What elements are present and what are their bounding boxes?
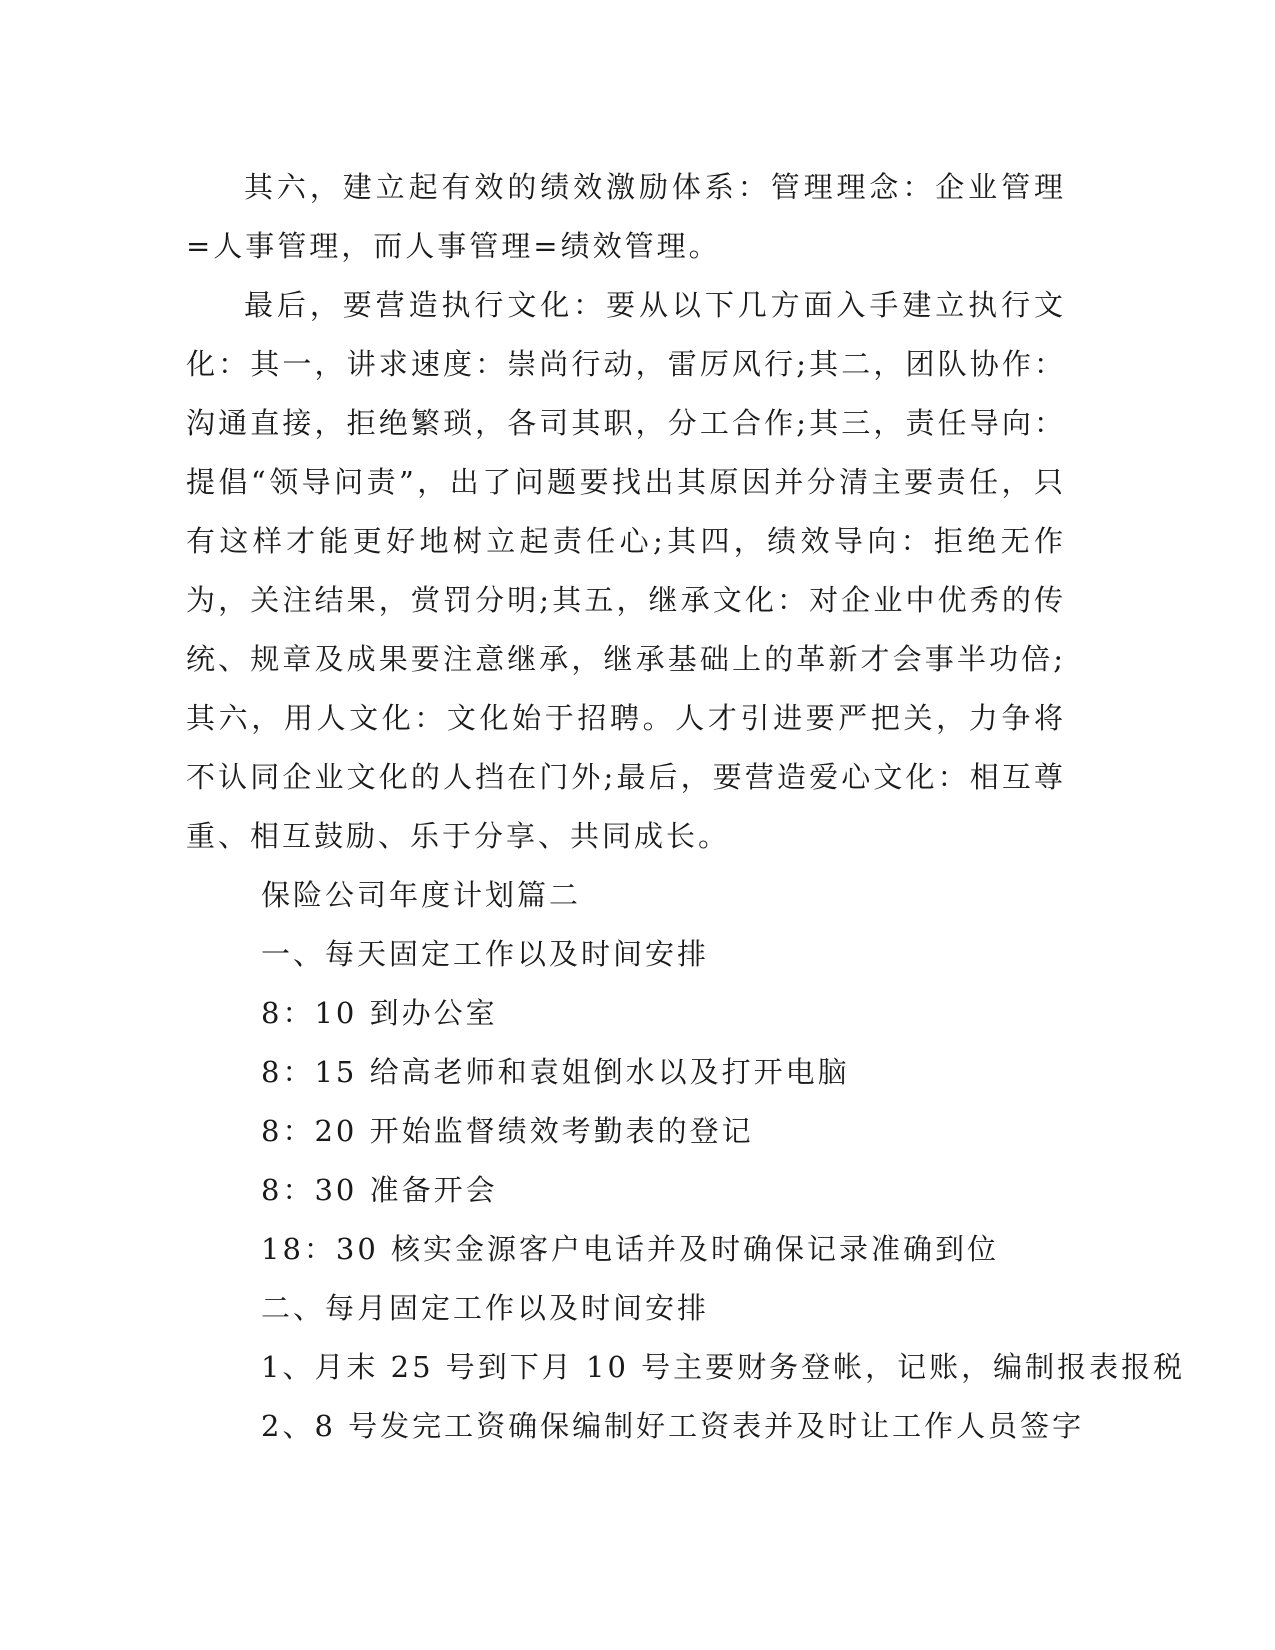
daily-item: 8：20 开始监督绩效考勤表的登记 — [261, 1114, 754, 1148]
paragraph-performance-incentive: 其六，建立起有效的绩效激励体系：管理理念：企业管理=人事管理，而人事管理=绩效管理。 — [186, 170, 1066, 263]
document-body — [186, 158, 1186, 1456]
daily-item: 8：15 给高老师和袁姐倒水以及打开电脑 — [261, 1055, 850, 1089]
daily-item: 8：30 准备开会 — [261, 1173, 498, 1207]
monthly-item: 1、月末 25 号到下月 10 号主要财务登帐，记账，编制报表报税 — [261, 1350, 1186, 1384]
daily-heading: 一、每天固定工作以及时间安排 — [261, 937, 710, 971]
monthly-heading: 二、每月固定工作以及时间安排 — [261, 1291, 710, 1325]
section-title: 保险公司年度计划篇二 — [261, 878, 582, 912]
daily-item: 8：10 到办公室 — [261, 996, 498, 1030]
daily-item: 18：30 核实金源客户电话并及时确保记录准确到位 — [261, 1232, 1000, 1266]
monthly-item: 2、8 号发完工资确保编制好工资表并及时让工作人员签字 — [261, 1409, 1085, 1443]
paragraph-execution-culture: 最后，要营造执行文化：要从以下几方面入手建立执行文化：其一，讲求速度：崇尚行动，雷厉风行;其二，团队协作：沟通直接，拒绝繁琐，各司其职，分工合作;其三，责任导向：提倡“领导问责”，出了问题要找出其原因并分清主要责任，只有这样才能更好地树立起责任心;其四，绩效导向：拒绝无作为，关注结果，赏罚分明;其五，继承文化：对企业中优秀的传统、规章及成果要注意继承，继承基础上的革新才会事半功倍;其六，用人文化：文化始于招聘。人才引进要严把关，力争将不认同企业文化的人挡在门外;最后，要营造爱心文化：相互尊重、相互鼓励、乐于分享、共同成长。 — [186, 288, 1066, 853]
